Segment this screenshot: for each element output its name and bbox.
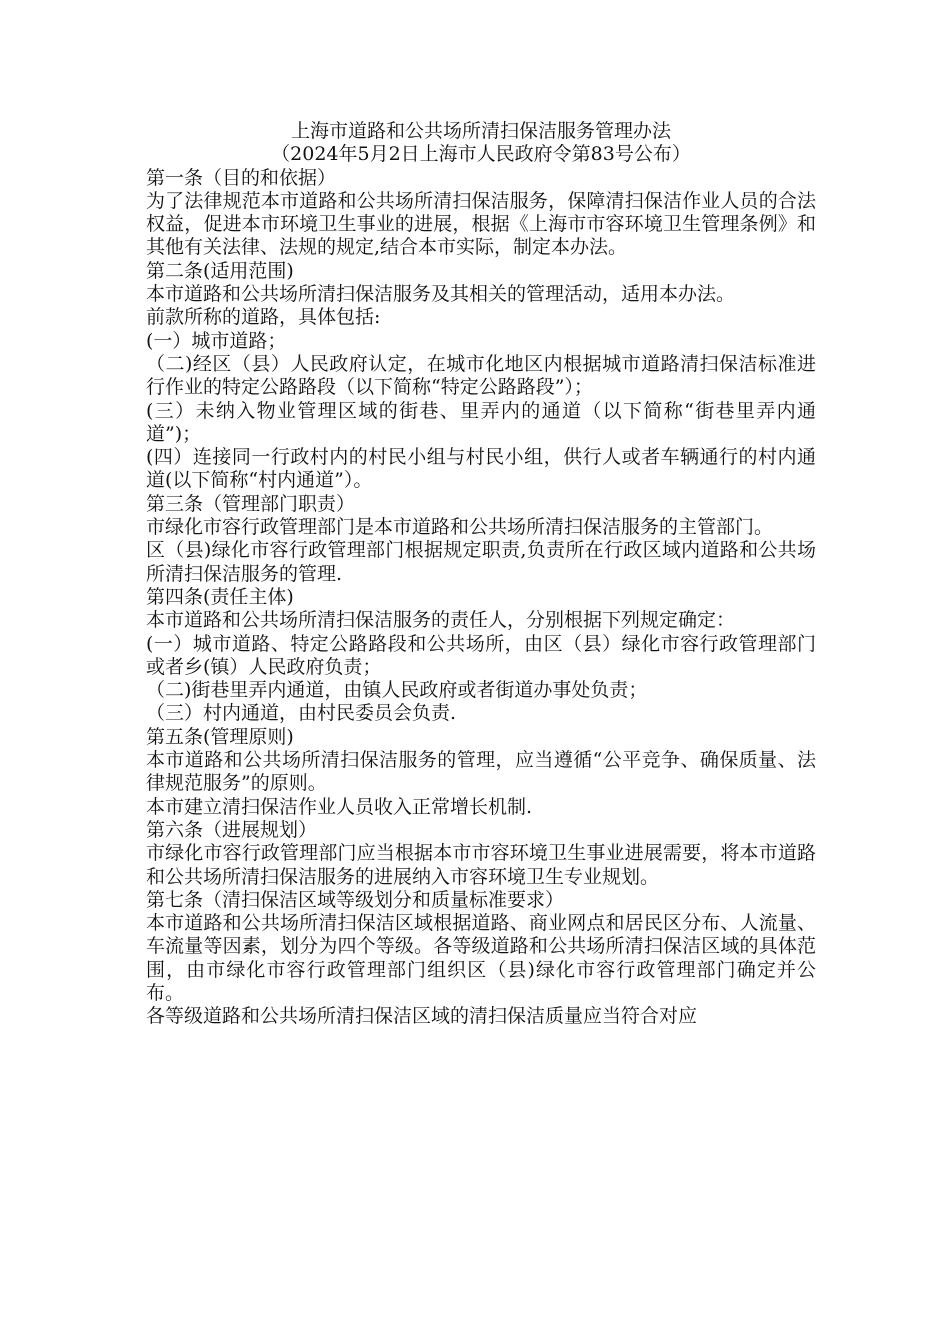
paragraph: 前款所称的道路，具体包括: [146,306,381,329]
article-heading: 第一条（目的和依据） [146,166,337,189]
paragraph: (一）城市道路； [146,329,287,352]
article-heading: 第五条(管理原则) [146,725,294,748]
paragraph: 市绿化市容行政管理部门应当根据本市市容环境卫生事业进展需要，将本市道路和公共场所清扫保洁服务的进展纳入市容环境卫生专业规划。 [146,842,816,888]
document-title: 上海市道路和公共场所清扫保洁服务管理办法 [290,120,671,142]
paragraph: 市绿化市容行政管理部门是本市道路和公共场所清扫保洁服务的主管部门。 [146,516,774,539]
paragraph: 区（县)绿化市容行政管理部门根据规定职责,负责所在行政区域内道路和公共场所清扫保洁服务的管理. [146,539,816,585]
document-page [146,120,816,1029]
paragraph: 本市道路和公共场所清扫保洁区域根据道路、商业网点和居民区分布、人流量、车流量等因素，划分为四个等级。各等级道路和公共场所清扫保洁区域的具体范围，由市绿化市容行政管理部门组织区（县)绿化市容行政管理部门确定并公布。 [146,912,816,1004]
paragraph: 本市道路和公共场所清扫保洁服务及其相关的管理活动，适用本办法。 [146,283,736,306]
article-heading: 第七条（清扫保洁区域等级划分和质量标准要求） [146,888,565,911]
paragraph: 本市道路和公共场所清扫保洁服务的责任人，分别根据下列规定确定： [146,609,736,632]
paragraph: 本市建立清扫保洁作业人员收入正常增长机制. [146,795,533,818]
paragraph: （二)街巷里弄内通道，由镇人民政府或者街道办事处负责； [146,679,648,702]
document-subtitle: （2024年5月2日上海市人民政府令第83号公布） [271,143,691,166]
paragraph: （三）村内通道，由村民委员会负责. [146,702,457,725]
article-heading: 第三条（管理部门职责） [146,492,356,515]
article-heading: 第二条(适用范围) [146,259,294,282]
paragraph: 为了法律规范本市道路和公共场所清扫保洁服务，保障清扫保洁作业人员的合法权益，促进本市环境卫生事业的进展，根据《上海市市容环境卫生管理条例》和其他有关法律、法规的规定,结合本市实际，制定本办法。 [146,189,816,259]
article-heading: 第四条(责任主体) [146,585,294,608]
paragraph: (一）城市道路、特定公路路段和公共场所，由区（县）绿化市容行政管理部门或者乡(镇）人民政府负责； [146,632,816,678]
paragraph: (三）未纳入物业管理区域的街巷、里弄内的通道（以下简称“街巷里弄内通道”)； [146,399,816,445]
article-heading: 第六条（进展规划） [146,818,318,841]
paragraph: (四）连接同一行政村内的村民小组与村民小组，供行人或者车辆通行的村内通道(以下简称“村内通道”）。 [146,446,816,492]
paragraph: 各等级道路和公共场所清扫保洁区域的清扫保洁质量应当符合对应 [146,1005,698,1028]
paragraph: 本市道路和公共场所清扫保洁服务的管理，应当遵循“公平竞争、确保质量、法律规范服务”的原则。 [146,749,816,795]
document-body [146,167,816,1029]
paragraph: （二)经区（县）人民政府认定，在城市化地区内根据城市道路清扫保洁标准进行作业的特定公路路段（以下简称“特定公路路段”）； [146,352,816,399]
